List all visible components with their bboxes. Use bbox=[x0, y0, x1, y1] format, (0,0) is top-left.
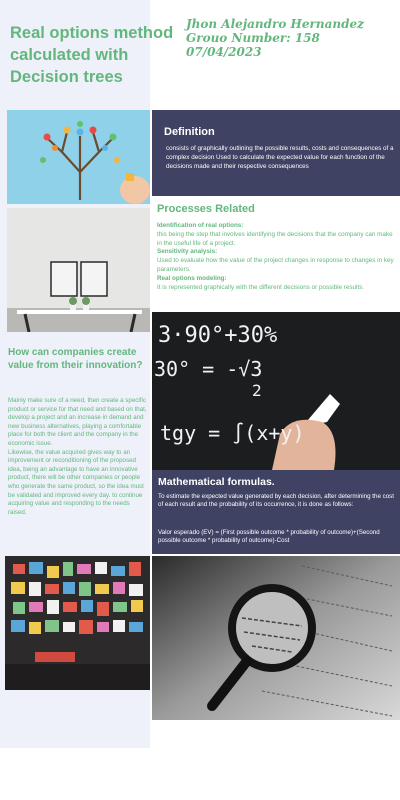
group-number: Grouo Number: 158 bbox=[186, 31, 320, 45]
expected-value-formula: Valor esperado (EV) = (First possible outcome * probability of outcome)+(Second possible outcome * probability of outcome)-Cost bbox=[158, 529, 380, 545]
definition-panel bbox=[152, 110, 400, 196]
magnifying-glass-image bbox=[152, 556, 400, 720]
formulas-panel bbox=[152, 470, 400, 554]
formulas-text: To estimate the expected value generated by each decision, after determining the cost of each result and the probability of its occurrence, it is done as follows: bbox=[158, 493, 394, 509]
formulas-heading: Mathematical formulas. bbox=[158, 476, 275, 488]
author-block bbox=[186, 17, 396, 59]
processes-heading: Processes Related bbox=[157, 203, 255, 215]
page-title: Real options method calculated with Decision trees bbox=[10, 24, 174, 86]
processes-list bbox=[157, 222, 395, 292]
innovation-text bbox=[8, 397, 148, 517]
definition-text: consists of graphically outlining the possible results, costs and consequences of a complex decision Used to calculate the expected value for each function of the decisions made and their respective consequences bbox=[166, 145, 394, 170]
list-item: Real options modeling: It is represented graphically with the different decisions or possible results. bbox=[157, 274, 365, 291]
chalk-line-4: tgy = ∫(x+y) bbox=[160, 421, 305, 445]
author-name: Jhon Alejandro Hernandez bbox=[186, 17, 364, 31]
chalk-line-1: 3·90°+30% bbox=[158, 323, 278, 348]
definition-heading: Definition bbox=[164, 126, 215, 138]
innovation-heading: How can companies create value from their innovation? bbox=[8, 347, 143, 371]
notes-wall-image bbox=[5, 556, 150, 690]
list-item: Identification of real options: this being the step that involves identifying the decisions that the company can make in the useful life of a project. bbox=[157, 222, 393, 247]
innovation-paragraph-2: Likewise, the value acquired gives way to an improvement or reconditioning of the proposed idea, being an advantage to have an innovative product, there will be other companies or people who generate the same product, so the idea must be validated and improved every day. to continue acquiring value and responding to the needs raised. bbox=[8, 448, 144, 516]
list-item: Sensitivity analysis: Used to evaluate how the value of the project changes in response to changes in key parameters. bbox=[157, 248, 394, 273]
presentation-date: 07/04/2023 bbox=[186, 45, 262, 59]
chalk-line-2: 30° = -√3 bbox=[154, 357, 263, 381]
office-room-image bbox=[7, 208, 150, 332]
innovation-paragraph-1: Mainly make sure of a need, then create a specific product or service for that need and based on that, develop a project and an increase in demand and new business alternatives, playing a comfortable place for both the client and the company in the economic issue. bbox=[8, 397, 147, 447]
chalk-line-3: 2 bbox=[252, 381, 262, 400]
decision-tree-image bbox=[7, 110, 150, 204]
chalkboard-math-image bbox=[152, 312, 400, 470]
